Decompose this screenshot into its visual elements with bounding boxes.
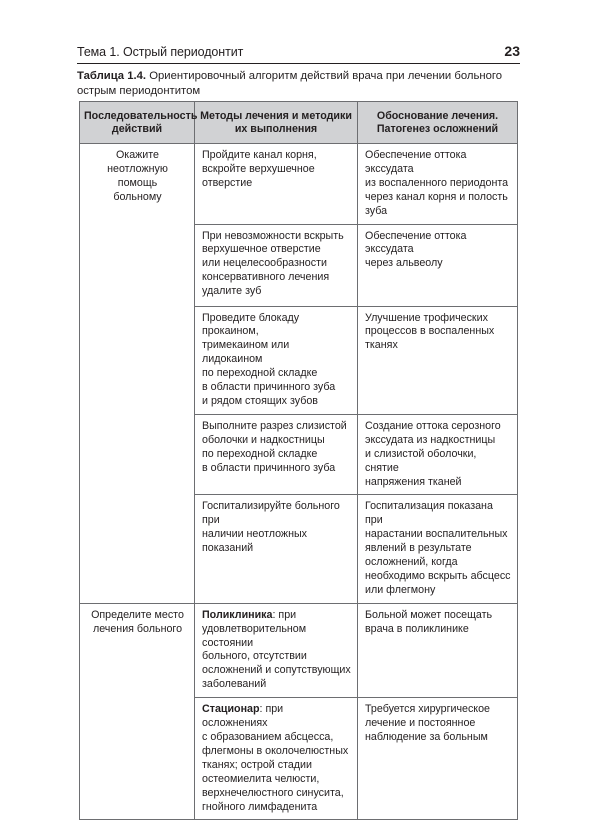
method-text: : при осложнениях с образованием абсцесса, флегмоны в околочелюстных тканях; острой стадии остеомиелита челюсти, верхнечелюстного синусита, гнойного лимфаденита [202,703,349,813]
method-cell: При невозможности вскрыть верхушечное отверстие или нецелесообразности консервативного лечения удалите зуб [195,224,358,306]
table-caption-text: Ориентировочный алгоритм действий врача при лечении больного острым периодонтитом [77,70,503,97]
rationale-cell: Создание оттока серозного экссудата из надкостницы и слизистой оболочки, снятие напряжения тканей [358,414,518,495]
column-header-step: Последовательность действий [80,102,195,144]
page-number: 23 [504,43,520,59]
method-cell: Выполните разрез слизистой оболочки и надкостницы по переходной складке в области причинного зуба [195,414,358,495]
method-cell [195,603,358,697]
rationale-cell: Обеспечение оттока экссудата из воспаленного периодонта через канал корня и полость зуба [358,144,518,225]
treatment-algorithm-table [79,101,518,820]
column-header-rationale: Обоснование лечения. Патогенез осложнений [358,102,518,144]
running-head [77,43,520,63]
table-row [80,144,518,225]
rationale-cell: Обеспечение оттока экссудата через альвеолу [358,224,518,306]
header-rule [77,63,520,64]
method-cell: Госпитализируйте больного при наличии неотложных показаний [195,495,358,603]
table-row [80,603,518,697]
method-sublabel-clinic: Поликлиника [202,608,273,621]
method-text: : при удовлетворительном состоянии больного, отсутствии осложнений и сопутствующих заболеваний [202,608,351,691]
rationale-cell: Госпитализация показана при нарастании воспалительных явлений в результате осложнений, когда необходимо вскрыть абсцесс или флегмону [358,495,518,603]
method-cell: Проведите блокаду прокаином, тримекаином или лидокаином по переходной складке в области причинного зуба и рядом стоящих зубов [195,306,358,414]
method-sublabel-hospital: Стационар [202,703,260,716]
step-cell: Окажите неотложную помощь больному [80,144,195,604]
rationale-cell: Больной может посещать врача в поликлинике [358,603,518,697]
rationale-cell: Требуется хирургическое лечение и постоянное наблюдение за больным [358,698,518,820]
table-caption [77,69,520,98]
running-title: Тема 1. Острый периодонтит [77,45,244,59]
table-header-row [80,102,518,144]
method-cell [195,698,358,820]
method-cell: Пройдите канал корня, вскройте верхушечное отверстие [195,144,358,225]
step-cell: Определите место лечения больного [80,603,195,820]
table-caption-label: Таблица 1.4. [77,70,147,82]
rationale-cell: Улучшение трофических процессов в воспаленных тканях [358,306,518,414]
column-header-method: Методы лечения и методики их выполнения [195,102,358,144]
